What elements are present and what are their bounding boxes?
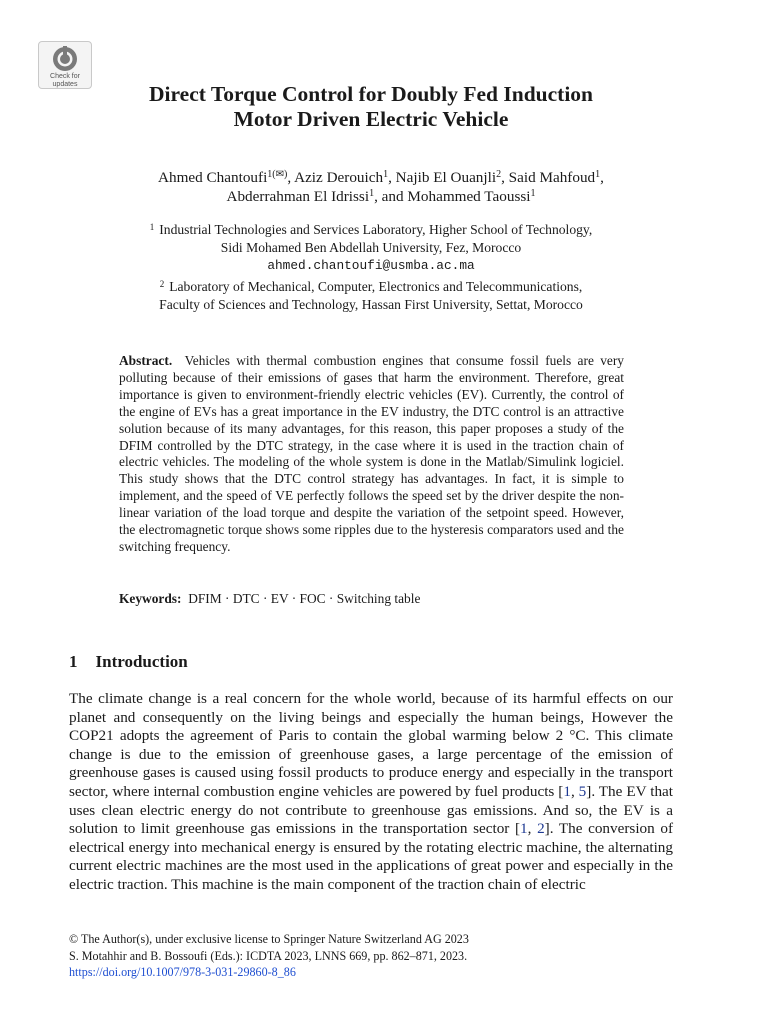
keywords <box>119 590 624 607</box>
affiliation-1-line1 <box>60 218 682 239</box>
section-title: Introduction <box>95 652 188 671</box>
badge-label-line1: Check for <box>50 73 80 80</box>
author-affil-sup: 2 <box>496 169 502 180</box>
affiliations <box>60 218 682 314</box>
citation-link[interactable]: 5 <box>578 782 587 800</box>
citation-separator: , <box>527 820 538 838</box>
author-line2 <box>60 187 702 206</box>
check-for-updates-icon <box>52 46 78 72</box>
affiliation-text: Laboratory of Mechanical, Computer, Electronics and Telecommunications, <box>169 279 583 294</box>
affiliation-number: 1 <box>149 222 155 232</box>
citation-link[interactable]: 1 <box>563 782 571 800</box>
author-affil-sup: 1 <box>369 188 375 199</box>
keywords-text: DFIM · DTC · EV · FOC · Switching table <box>188 591 421 606</box>
author-affil-sup: 1 <box>595 169 601 180</box>
footer <box>69 931 689 981</box>
author-email[interactable]: ahmed.chantoufi@usmba.ac.ma <box>267 258 475 273</box>
badge-label-line2: updates <box>52 81 78 88</box>
author-name: Ahmed Chantoufi <box>158 169 268 186</box>
abstract-text: Vehicles with thermal combustion engines that consume fossil fuels are very polluting because of their emissions of gases that harm the environment. Therefore, great importance is given to environment-friendly electric vehicles (EV). Currently, the control of the engine of EVs has a great importance in the EV industry, the DTC control is an attractive solution because of its many advantages, for this reason, this paper proposes a study of the DFIM controlled by the DTC strategy, in the case where it is used in the traction chain of electric vehicles. The modeling of the whole system is done in the Matlab/Simulink logiciel. This study shows that the DTC control strategy has advantages. In fact, it is simple to implement, and the speed of VE perfectly follows the speed set by the driver despite the non-linear variation of the load torque and despite the variation of the setpoint speed. However, the electromagnetic torque shows some ripples due to the hysteresis comparators used and the switching frequency. <box>119 353 624 554</box>
abstract <box>119 353 624 556</box>
author-affil-sup: 1 <box>383 169 389 180</box>
abstract-label: Abstract. <box>119 353 173 368</box>
affiliation-text: Industrial Technologies and Services Laboratory, Higher School of Technology, <box>159 222 593 237</box>
affiliation-2-line2: Faculty of Sciences and Technology, Hassan First University, Settat, Morocco <box>159 297 583 312</box>
intro-text-2: ]. The EV that uses clean electric energy do not contribute to greenhouse gas emissions. And so, the EV is a solution to limit greenhouse gas emissions in the transportation sector [ <box>69 782 674 838</box>
intro-text-3: ]. The conversion of electrical energy into mechanical energy is ensured by the rotating electric machine, the alternating current electric machines are the most used in the applications of great power and especially in the electric traction. This machine is the main component of the traction chain of electric <box>69 820 674 893</box>
section-number: 1 <box>69 652 78 671</box>
affiliation-number: 2 <box>159 279 165 289</box>
doi-link[interactable]: https://doi.org/10.1007/978-3-031-29860-8_86 <box>69 965 296 979</box>
copyright-line: © The Author(s), under exclusive license to Springer Nature Switzerland AG 2023 <box>69 932 469 946</box>
author-affil-sup: 1 <box>530 188 536 199</box>
citation-link[interactable]: 2 <box>537 820 545 838</box>
author-name: , Aziz Derouich <box>287 169 384 186</box>
intro-text-1: The climate change is a real concern for the whole world, because of its harmful effects on our planet and consequently on the living beings and especially the human beings, However the COP21 adopts the agreement of Paris to contain the global warming below 2 °C. This climate change is due to the emission of greenhouse gases, a large percentage of the emission of greenhouse gases is caused using fossil products to produce energy and especially in the transport sector, where internal combustion engine vehicles are powered by fuel products [ <box>69 690 673 800</box>
author-name: , Said Mahfoud <box>501 169 596 186</box>
author-name: Abderrahman El Idrissi <box>226 188 370 205</box>
section-heading <box>69 651 188 672</box>
affiliation-2-line1 <box>60 275 682 296</box>
author-list <box>60 168 702 206</box>
author-separator: , <box>600 169 604 186</box>
affiliation-1-line2: Sidi Mohamed Ben Abdellah University, Fez, Morocco <box>220 240 522 255</box>
citation-link[interactable]: 1 <box>520 820 528 838</box>
author-line1 <box>60 168 702 187</box>
paper-title <box>60 82 682 132</box>
intro-paragraph <box>69 690 673 895</box>
citation-line: S. Motahhir and B. Bossoufi (Eds.): ICDTA 2023, LNNS 669, pp. 862–871, 2023. <box>69 948 468 963</box>
citation-separator: , <box>570 782 579 800</box>
author-affil-sup: 1(✉) <box>267 169 288 180</box>
title-line1: Direct Torque Control for Doubly Fed Induction <box>149 82 593 106</box>
author-name: , and Mohammed Taoussi <box>374 188 531 205</box>
title-line2: Motor Driven Electric Vehicle <box>233 107 509 131</box>
author-name: , Najib El Ouanjli <box>388 169 497 186</box>
keywords-label: Keywords: <box>119 591 182 606</box>
